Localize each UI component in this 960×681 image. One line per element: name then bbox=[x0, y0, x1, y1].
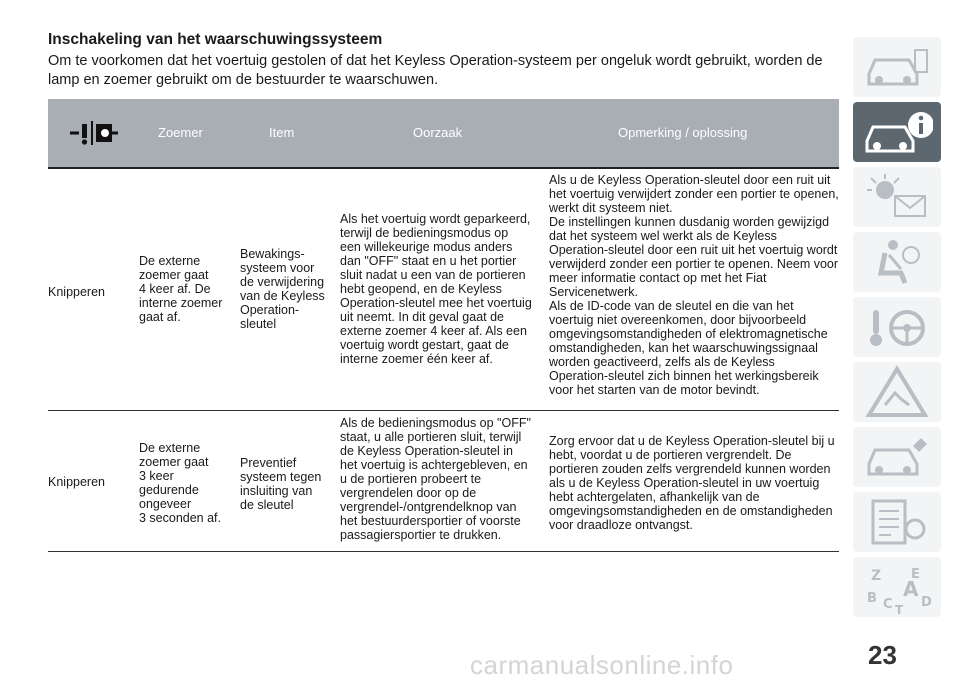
row-divider bbox=[48, 410, 839, 411]
seat-airbag-icon bbox=[861, 235, 933, 289]
column-header-oorzaak: Oorzaak bbox=[413, 125, 463, 140]
row-2-lamp-state: Knipperen bbox=[48, 475, 105, 489]
table-header bbox=[48, 99, 839, 169]
chapter-tab-index[interactable] bbox=[853, 557, 941, 617]
chapter-tab-maintenance[interactable] bbox=[853, 427, 941, 487]
chapter-tab-car-info[interactable] bbox=[853, 102, 941, 162]
car-service-icon bbox=[861, 430, 933, 484]
svg-text:D: D bbox=[921, 595, 932, 610]
chapter-tab-safety[interactable] bbox=[853, 232, 941, 292]
chapter-tab-technical-data[interactable] bbox=[853, 492, 941, 552]
column-header-zoemer: Zoemer bbox=[158, 125, 203, 140]
row-2-buzzer bbox=[139, 441, 221, 525]
alphabetical-index-icon bbox=[861, 560, 933, 614]
svg-text:T: T bbox=[895, 603, 904, 614]
watermark: carmanualsonline.info bbox=[470, 650, 734, 680]
lights-message-icon bbox=[861, 170, 933, 224]
warning-triangle-icon bbox=[861, 365, 933, 419]
row-1-cause-text: Als het voertuig wordt geparkeerd, terwijl de bedieningsmodus op een willekeurige modus anders dan "OFF" staat en u het portier sluit nadat u een van de portieren hebt geopend, en de Keyless Operation-sleutel mee het voertuig uit neemt. In dit geval gaat de externe zoemer 4 keer af. Als een voertuig wordt gestart, gaat de interne zoemer één keer af. bbox=[340, 212, 532, 366]
row-1-remark-text: Als u de Keyless Operation-sleutel door een ruit uit het voertuig verwijdert zonder een portier te openen, werkt dit systeem niet. De instellingen kunnen dusdanig worden gewijzigd dat het systeem wel werkt als de Keyless Operation-sleutel door een ruit uit het voertuig wordt verwijderd zonder een portier te openen. Neem voor meer informatie contact op met het Fiat Servicenetwerk. Als de ID-code van de sleutel en die van het voertuig niet overeenkomen, door bijvoorbeeld omgevingsomstandigheden of elektromagnetische omstandigheden, kan het waarschuwingssignaal worden geactiveerd, zelfs als de Keyless Operation-sleutel zich binnen het werkingsbereik voor het starten van de motor bevindt. bbox=[549, 173, 839, 397]
svg-text:C: C bbox=[883, 597, 893, 612]
chapter-tab-emergency[interactable] bbox=[853, 362, 941, 422]
intro-paragraph: Om te voorkomen dat het voertuig gestolen of dat het Keyless Operation-systeem per ongeluk wordt gebruikt, worden de lamp en zoemer gebruikt om de bestuurder te waarschuwen. bbox=[48, 53, 823, 88]
technical-data-list-icon bbox=[861, 495, 933, 549]
row-1-item-text: Bewakings- systeem voor de verwijdering van de Keyless Operation- sleutel bbox=[240, 247, 325, 331]
row-2-buzzer-text: De externe zoemer gaat 3 keer gedurende ongeveer 3 seconden af. bbox=[139, 441, 222, 525]
row-1-buzzer bbox=[139, 254, 222, 324]
row-1-cause bbox=[340, 212, 532, 366]
chapter-tab-lights[interactable] bbox=[853, 167, 941, 227]
chapter-tab-dashboard[interactable] bbox=[853, 37, 941, 97]
row-2-remark bbox=[549, 434, 841, 532]
key-steering-wheel-icon bbox=[861, 300, 933, 354]
row-2-item bbox=[240, 456, 321, 512]
row-divider bbox=[48, 551, 839, 552]
row-1-buzzer-text: De externe zoemer gaat 4 keer af. De interne zoemer gaat af. bbox=[139, 254, 223, 324]
column-header-opmerking: Opmerking / oplossing bbox=[618, 125, 748, 140]
svg-text:Z: Z bbox=[871, 568, 882, 584]
car-info-icon bbox=[861, 105, 933, 159]
row-2-item-text: Preventief systeem tegen insluiting van de sleutel bbox=[240, 456, 322, 512]
row-1-lamp-state: Knipperen bbox=[48, 285, 105, 299]
svg-text:B: B bbox=[867, 591, 877, 606]
column-header-item: Item bbox=[269, 125, 295, 140]
row-2-cause bbox=[340, 416, 531, 542]
row-2-cause-text: Als de bedieningsmodus op "OFF" staat, u alle portieren sluit, terwijl de Keyless Operation-sleutel in het voertuig is achtergebleven, en u de portieren probeert te vergrendelen door op de vergrendel-/ontgrendelknop van het bestuurdersportier of voorste passagiersportier te drukken. bbox=[340, 416, 531, 542]
section-heading: Inschakeling van het waarschuwingssysteem bbox=[48, 31, 383, 48]
row-2-remark-text: Zorg ervoor dat u de Keyless Operation-sleutel bij u hebt, voordat u de portieren vergrendelt. De portieren zouden zelfs vergrendeld kunnen worden als u de Keyless Operation-sleutel in uw voertuig hebt achtergelaten, afhankelijk van de omgevingsomstandigheden en de omstandigheden voor draadloze ontvangst. bbox=[549, 434, 835, 532]
car-dashboard-icon bbox=[861, 40, 933, 94]
row-1-item bbox=[240, 247, 325, 331]
page-number: 23 bbox=[868, 640, 897, 670]
svg-text:A: A bbox=[903, 577, 919, 601]
svg-text:E: E bbox=[911, 567, 920, 582]
row-1-remark bbox=[549, 173, 841, 397]
chapter-tab-starting-driving[interactable] bbox=[853, 297, 941, 357]
key-warning-lamp-icon bbox=[66, 119, 120, 147]
